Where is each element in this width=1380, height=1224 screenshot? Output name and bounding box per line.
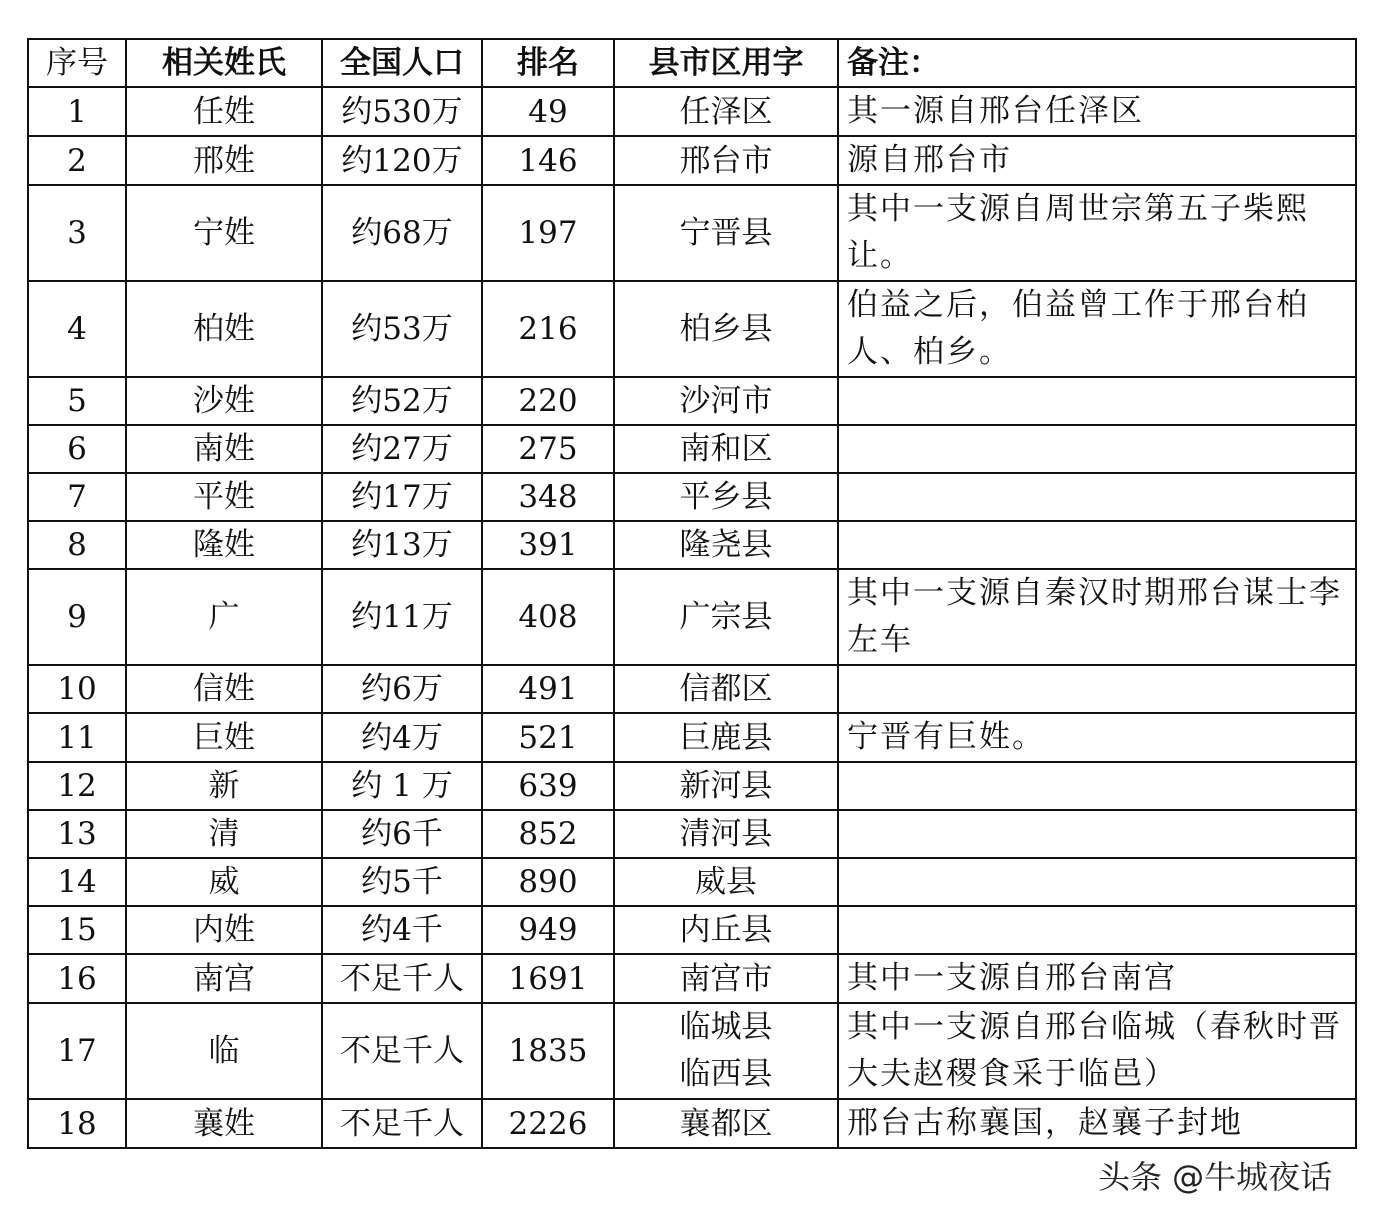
row-number: 18 — [28, 1099, 126, 1148]
note-cell: 伯益之后，伯益曾工作于邢台柏人、柏乡。 — [838, 281, 1356, 377]
place-cell: 任泽区 — [614, 87, 838, 136]
surname-cell: 威 — [126, 858, 322, 906]
table-row — [28, 665, 1356, 713]
table-row — [28, 473, 1356, 521]
row-number: 9 — [28, 569, 126, 665]
table-row — [28, 87, 1356, 136]
rank-cell: 2226 — [482, 1099, 614, 1148]
header-row — [28, 39, 1356, 87]
place-cell: 信都区 — [614, 665, 838, 713]
population-cell: 约120万 — [322, 136, 482, 185]
place-cell: 威县 — [614, 858, 838, 906]
rank-cell: 408 — [482, 569, 614, 665]
table-row — [28, 521, 1356, 569]
note-cell — [838, 665, 1356, 713]
rank-cell: 949 — [482, 906, 614, 954]
rank-cell: 890 — [482, 858, 614, 906]
surname-cell: 宁姓 — [126, 185, 322, 281]
surname-cell: 新 — [126, 762, 322, 810]
header-rank: 排名 — [482, 39, 614, 87]
row-number: 10 — [28, 665, 126, 713]
rank-cell: 348 — [482, 473, 614, 521]
table-row — [28, 569, 1356, 665]
place-cell: 柏乡县 — [614, 281, 838, 377]
rank-cell: 639 — [482, 762, 614, 810]
surname-cell: 隆姓 — [126, 521, 322, 569]
table-row — [28, 954, 1356, 1003]
surname-cell: 临 — [126, 1003, 322, 1099]
row-number: 4 — [28, 281, 126, 377]
note-cell: 其中一支源自邢台临城（春秋时晋大夫赵稷食采于临邑） — [838, 1003, 1356, 1099]
population-cell: 约 1 万 — [322, 762, 482, 810]
note-cell: 其中一支源自邢台南宫 — [838, 954, 1356, 1003]
row-number: 14 — [28, 858, 126, 906]
surname-cell: 任姓 — [126, 87, 322, 136]
rank-cell: 852 — [482, 810, 614, 858]
table-row — [28, 136, 1356, 185]
rank-cell: 197 — [482, 185, 614, 281]
note-cell — [838, 762, 1356, 810]
table-row — [28, 858, 1356, 906]
place-cell: 沙河市 — [614, 377, 838, 425]
row-number: 8 — [28, 521, 126, 569]
population-cell: 约6千 — [322, 810, 482, 858]
population-cell: 约13万 — [322, 521, 482, 569]
row-number: 13 — [28, 810, 126, 858]
row-number: 1 — [28, 87, 126, 136]
header-surname: 相关姓氏 — [126, 39, 322, 87]
row-number: 16 — [28, 954, 126, 1003]
place-cell: 巨鹿县 — [614, 713, 838, 762]
surname-cell: 清 — [126, 810, 322, 858]
note-cell: 其一源自邢台任泽区 — [838, 87, 1356, 136]
place-cell: 邢台市 — [614, 136, 838, 185]
table-row — [28, 810, 1356, 858]
population-cell: 约11万 — [322, 569, 482, 665]
population-cell: 约5千 — [322, 858, 482, 906]
place-cell: 新河县 — [614, 762, 838, 810]
table-row — [28, 713, 1356, 762]
note-cell — [838, 425, 1356, 473]
table-row — [28, 185, 1356, 281]
rank-cell: 216 — [482, 281, 614, 377]
population-cell: 约53万 — [322, 281, 482, 377]
rank-cell: 1835 — [482, 1003, 614, 1099]
row-number: 3 — [28, 185, 126, 281]
table-row — [28, 1099, 1356, 1148]
rank-cell: 1691 — [482, 954, 614, 1003]
surname-table — [27, 38, 1357, 1149]
surname-cell: 巨姓 — [126, 713, 322, 762]
row-number: 12 — [28, 762, 126, 810]
population-cell: 约68万 — [322, 185, 482, 281]
table-row — [28, 425, 1356, 473]
rank-cell: 220 — [482, 377, 614, 425]
population-cell: 约530万 — [322, 87, 482, 136]
population-cell: 不足千人 — [322, 1003, 482, 1099]
population-cell: 不足千人 — [322, 954, 482, 1003]
surname-cell: 内姓 — [126, 906, 322, 954]
place-cell: 襄都区 — [614, 1099, 838, 1148]
rank-cell: 49 — [482, 87, 614, 136]
population-cell: 约4万 — [322, 713, 482, 762]
population-cell: 约52万 — [322, 377, 482, 425]
population-cell: 约6万 — [322, 665, 482, 713]
row-number: 2 — [28, 136, 126, 185]
surname-cell: 南姓 — [126, 425, 322, 473]
note-cell — [838, 906, 1356, 954]
note-cell — [838, 858, 1356, 906]
rank-cell: 146 — [482, 136, 614, 185]
note-cell: 其中一支源自秦汉时期邢台谋士李左车 — [838, 569, 1356, 665]
place-cell: 南宫市 — [614, 954, 838, 1003]
header-note: 备注： — [838, 39, 1356, 87]
note-cell: 宁晋有巨姓。 — [838, 713, 1356, 762]
table-row — [28, 762, 1356, 810]
population-cell: 不足千人 — [322, 1099, 482, 1148]
place-cell: 平乡县 — [614, 473, 838, 521]
note-cell — [838, 810, 1356, 858]
table-row — [28, 906, 1356, 954]
place-cell: 内丘县 — [614, 906, 838, 954]
rank-cell: 391 — [482, 521, 614, 569]
row-number: 7 — [28, 473, 126, 521]
note-cell — [838, 473, 1356, 521]
surname-cell: 平姓 — [126, 473, 322, 521]
row-number: 17 — [28, 1003, 126, 1099]
rank-cell: 521 — [482, 713, 614, 762]
header-no: 序号 — [28, 39, 126, 87]
population-cell: 约4千 — [322, 906, 482, 954]
row-number: 15 — [28, 906, 126, 954]
note-cell — [838, 521, 1356, 569]
place-cell: 宁晋县 — [614, 185, 838, 281]
place-cell: 隆尧县 — [614, 521, 838, 569]
place-cell: 南和区 — [614, 425, 838, 473]
surname-cell: 邢姓 — [126, 136, 322, 185]
row-number: 5 — [28, 377, 126, 425]
row-number: 6 — [28, 425, 126, 473]
population-cell: 约27万 — [322, 425, 482, 473]
header-population: 全国人口 — [322, 39, 482, 87]
header-place: 县市区用字 — [614, 39, 838, 87]
table-row — [28, 377, 1356, 425]
place-cell: 临城县 临西县 — [614, 1003, 838, 1099]
watermark: 头条 @牛城夜话 — [1098, 1158, 1333, 1196]
note-cell: 源自邢台市 — [838, 136, 1356, 185]
surname-cell: 襄姓 — [126, 1099, 322, 1148]
population-cell: 约17万 — [322, 473, 482, 521]
place-cell: 广宗县 — [614, 569, 838, 665]
note-cell: 其中一支源自周世宗第五子柴熙让。 — [838, 185, 1356, 281]
surname-cell: 广 — [126, 569, 322, 665]
surname-cell: 信姓 — [126, 665, 322, 713]
surname-cell: 南宫 — [126, 954, 322, 1003]
surname-cell: 柏姓 — [126, 281, 322, 377]
note-cell: 邢台古称襄国，赵襄子封地 — [838, 1099, 1356, 1148]
rank-cell: 275 — [482, 425, 614, 473]
rank-cell: 491 — [482, 665, 614, 713]
place-cell: 清河县 — [614, 810, 838, 858]
surname-cell: 沙姓 — [126, 377, 322, 425]
table-row — [28, 1003, 1356, 1099]
row-number: 11 — [28, 713, 126, 762]
table-row — [28, 281, 1356, 377]
note-cell — [838, 377, 1356, 425]
